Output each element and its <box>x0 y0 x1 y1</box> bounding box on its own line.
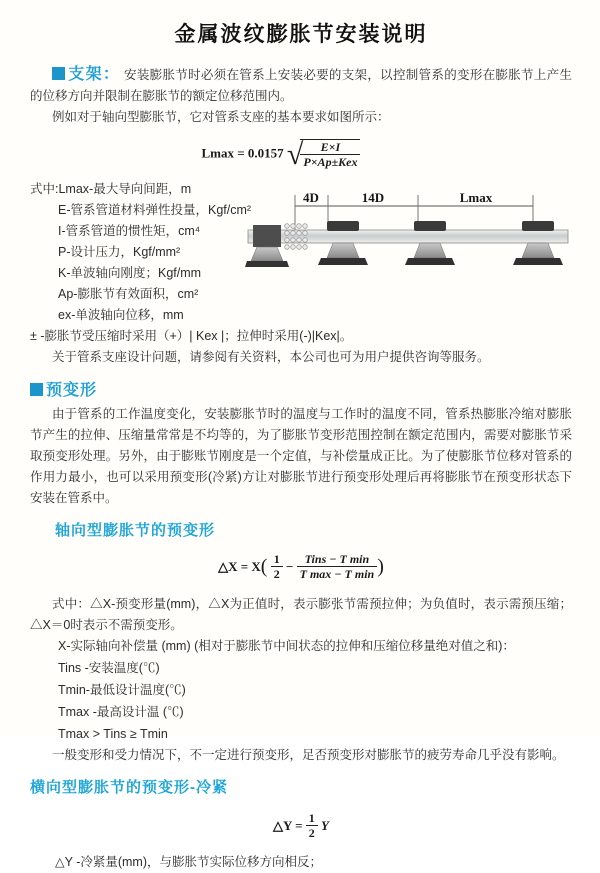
definition-line: ex-单波轴向位移，mm <box>58 307 184 322</box>
predeform-heading-wrap <box>30 382 97 399</box>
predeform-section-heading <box>30 380 572 402</box>
plus-minus-note: ± -膨胀节受压缩时采用（+）| Kex |；拉伸时采用(-)|Kex|。 <box>30 328 353 343</box>
support-section-heading <box>52 66 120 83</box>
dim-label-4d: 4D <box>303 190 319 205</box>
half-numerator: 1 <box>271 552 283 567</box>
definition-line: Ap-膨胀节有效面积，cm² <box>58 286 199 301</box>
page-title: 金属波纹膨胀节安装说明 <box>174 23 428 46</box>
axial-formula-half <box>271 552 283 582</box>
axial-note: 一般变形和受力情况下，不一定进行预变形，足否预变形对膨胀节的疲劳寿命几乎没有影响。 <box>52 747 565 762</box>
axial-formula-temp-fraction <box>297 552 378 582</box>
consult-note: 关于管系支座设计问题，请参阅有关资料，本公司也可为用户提供咨询等服务。 <box>52 349 490 364</box>
axial-formula-lhs: △X = X <box>218 558 261 574</box>
definition-line: I-管系管道的惯性矩，cm⁴ <box>58 223 201 238</box>
support-intro-text: 安装膨胀节时必须在管系上安装必要的支架，以控制管系的变形在膨胀节上产生的位移方向并限制在膨胀节的额定位移范围内。 <box>30 68 572 103</box>
lateral-subheading: 横向型膨胀节的预变形-冷紧 <box>30 778 228 796</box>
lateral-formula-lhs: △Y = <box>272 817 303 833</box>
definition-line: 式中:Lmax-最大导向间距，m <box>30 181 192 196</box>
support-intro-paragraph <box>30 64 572 107</box>
definition-line: Tmax > Tins ≥ Tmin <box>58 726 168 741</box>
half-numerator: 1 <box>306 811 318 826</box>
dim-label-14d: 14D <box>361 190 385 205</box>
definition-line: Tins -安装温度(℃) <box>58 660 160 675</box>
lateral-formula <box>30 811 572 841</box>
axial-explanation: 式中：△X-预变形量(mm)，△X为正值时，表示膨张节需预拉伸；为负值时，表示需预压缩；△X＝0时表示不需预变形。 <box>30 596 572 632</box>
left-paren: ( <box>260 555 268 578</box>
definition-line: Tmin-最低设计温度(℃) <box>58 682 186 697</box>
lmax-formula-numerator: E×I <box>300 140 360 155</box>
support-heading-label: 支架： <box>68 66 121 83</box>
right-paren: ) <box>377 555 384 578</box>
half-denominator: 2 <box>273 567 280 582</box>
half-denominator: 2 <box>308 825 315 840</box>
section-marker-icon <box>52 67 65 80</box>
dim-label-lmax: Lmax <box>459 190 493 205</box>
definition-line: K-单波轴向刚度；Kgf/mm <box>58 265 202 280</box>
lmax-formula-fraction <box>300 139 360 170</box>
lmax-formula-denominator: P×Ap±Kex <box>303 155 358 170</box>
temp-numerator: Tins − T min <box>297 552 378 567</box>
predeform-body-paragraph: 由于管系的工作温度变化，安装膨胀节时的温度与工作时的温度不同，管系热膨胀冷缩对膨胀节产生的拉伸、压缩量常常是不均等的，为了膨胀节变形范围控制在额定范围内，需要对膨胀节采取预变形处理。另外，由于膨账节刚度是一个定值，与补偿量成正比。为了使膨胀节位移对管系的作用力最小，也可以采用预变形(冷紧)方让对膨胀节进行预变形处理后再将膨胀节在预变形状态下安装在管系中。 <box>30 406 572 505</box>
lateral-formula-half <box>306 811 318 841</box>
definition-line: Tmax -最高设计温 (℃) <box>58 704 184 719</box>
section-marker-icon <box>30 383 43 396</box>
lmax-formula-lhs: Lmax = 0.0157 <box>201 145 284 161</box>
predeform-heading-label: 预变形 <box>46 381 98 399</box>
definition-line: X-实际轴向补偿量 (mm) (相对于膨胀节中间状态的拉伸和压缩位移量绝对值之和)： <box>58 638 515 653</box>
lateral-note: △Y -冷紧量(mm)，与膨胀节实际位移方向相反； <box>55 855 323 870</box>
axial-definitions <box>30 636 572 745</box>
lmax-formula <box>30 139 532 170</box>
axial-formula <box>30 552 572 582</box>
radical-sign: √ <box>286 137 304 171</box>
pipe <box>248 230 568 243</box>
minus-operator: − <box>285 558 294 574</box>
axial-subheading: 轴向型膨胀节的预变形 <box>55 521 216 539</box>
temp-denominator: T max − T min <box>299 567 375 582</box>
definition-line: P-设计压力，Kgf/mm² <box>58 244 181 259</box>
lateral-formula-rhs: Y <box>321 817 329 833</box>
definition-line: E-管系管道材料弹性投量，Kgf/cm² <box>58 202 252 217</box>
pipe-support-diagram <box>243 188 600 288</box>
support-example-line: 例如对于轴向型膨胀节，它对管系支座的基本要求如图所示： <box>52 110 390 124</box>
